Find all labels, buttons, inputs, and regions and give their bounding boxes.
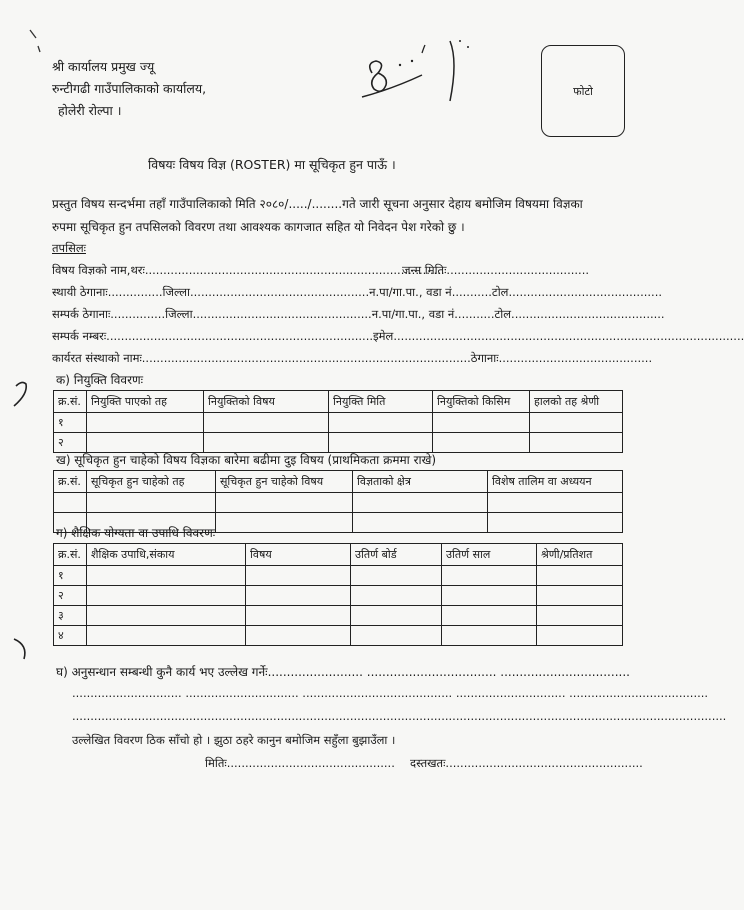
address-line-3: होलेरी रोल्पा । <box>58 103 122 118</box>
row-number: ४ <box>54 626 87 646</box>
contact-number-field: सम्पर्क नम्बरः.........................................................................इमेल................................................................................................ <box>52 329 744 343</box>
row-number: ३ <box>54 606 87 626</box>
section-b-title: ख) सूचिकृत हुन चाहेको विषय विज्ञका बारेमा बढीमा दुइ विषय (प्राथमिकता क्रममा राखे) <box>56 453 437 467</box>
tapsil-heading: तपसिलः <box>52 241 86 255</box>
table-row <box>54 586 623 606</box>
address-line-1: श्री कार्यालय प्रमुख ज्यू <box>52 59 155 74</box>
table-header: नियुक्ति पाएको तह <box>87 391 204 413</box>
row-number: १ <box>54 413 87 433</box>
name-field: विषय विज्ञको नाम,थरः.................................................................................. <box>52 263 445 277</box>
table-header: क्र.सं. <box>54 471 87 493</box>
table-header: नियुक्तिको विषय <box>204 391 329 413</box>
date-field: मितिः.............................................. <box>205 756 395 770</box>
table-header: नियुक्ति मिति <box>329 391 433 413</box>
research-line-2: .............................. ............................... ......................................... .............................. ...................................... <box>72 686 709 700</box>
address-line-2: रुन्टीगढी गाउँपालिकाको कार्यालय, <box>52 81 207 96</box>
section-d-title: घ) अनुसन्धान सम्बन्धी कुनै कार्य भए उल्लेख गर्नेः......................... .................................. .................................. <box>56 665 630 679</box>
education-table <box>53 543 623 646</box>
row-number: १ <box>54 566 87 586</box>
table-row <box>54 413 623 433</box>
handwriting-scribble <box>360 35 480 110</box>
row-number: २ <box>54 433 87 453</box>
table-header: उतिर्ण बोर्ड <box>351 544 442 566</box>
dob-field: जन्म मितिः....................................... <box>402 263 589 277</box>
table-header: शैक्षिक उपाधि,संकाय <box>87 544 246 566</box>
margin-mark-left-2 <box>8 635 32 663</box>
table-header: क्र.सं. <box>54 544 87 566</box>
permanent-address-field: स्थायी ठेगानाः...............जिल्ला.................................................न.पा/गा.पा., वडा नं...........टोल.......................................... <box>52 285 663 299</box>
table-header: सूचिकृत हुन चाहेको तह <box>87 471 216 493</box>
declaration: उल्लेखित विवरण ठिक साँचो हो । झुठा ठहरे कानुन बमोजिम सहुँला बुझाउँला । <box>72 733 396 747</box>
appointment-table <box>53 390 623 453</box>
photo-box <box>541 45 625 137</box>
table-header: श्रेणी/प्रतिशत <box>537 544 623 566</box>
intro-line-2: रुपमा सूचिकृत हुन तपसिलको विवरण तथा आवश्यक कागजात सहित यो निवेदन पेश गरेको छु । <box>52 220 465 234</box>
signature-field: दस्तखतः...................................................... <box>410 756 643 770</box>
table-header: नियुक्तिको किसिम <box>433 391 530 413</box>
table-header: क्र.सं. <box>54 391 87 413</box>
table-header: विज्ञताको क्षेत्र <box>353 471 488 493</box>
row-number: २ <box>54 586 87 606</box>
table-header: विषय <box>246 544 351 566</box>
margin-mark-top <box>26 28 46 58</box>
research-line-3: ................................................................................................................................................................................... <box>72 709 727 723</box>
table-header: हालको तह श्रेणी <box>530 391 623 413</box>
section-a-title: क) नियुक्ति विवरणः <box>56 373 144 387</box>
table-header: उतिर्ण साल <box>442 544 537 566</box>
table-header: सूचिकृत हुन चाहेको विषय <box>216 471 353 493</box>
section-c-title: ग) शैक्षिक योग्यता वा उपाधि विवरणः <box>56 526 216 540</box>
table-header: विशेष तालिम वा अध्ययन <box>488 471 623 493</box>
photo-label: फोटो <box>573 84 593 98</box>
intro-line-1: प्रस्तुत विषय सन्दर्भमा तहाँ गाउँपालिकाको मिति २०८०/...../........गते जारी सूचना अनुसार देहाय बमोजिम विषयमा विज्ञका <box>52 197 583 211</box>
table-row <box>54 606 623 626</box>
margin-mark-left-1 <box>8 380 32 410</box>
table-row <box>54 493 623 513</box>
office-field: कार्यरत संस्थाको नामः..........................................................................................ठेगानाः.......................................... <box>52 351 653 365</box>
table-row <box>54 626 623 646</box>
subject-line: विषयः विषय विज्ञ (ROSTER) मा सूचिकृत हुन पाऊँ । <box>148 157 396 172</box>
contact-address-field: सम्पर्क ठेगानाः...............जिल्ला.................................................न.पा/गा.पा., वडा नं...........टोल.......................................... <box>52 307 665 321</box>
table-row <box>54 566 623 586</box>
table-row <box>54 433 623 453</box>
